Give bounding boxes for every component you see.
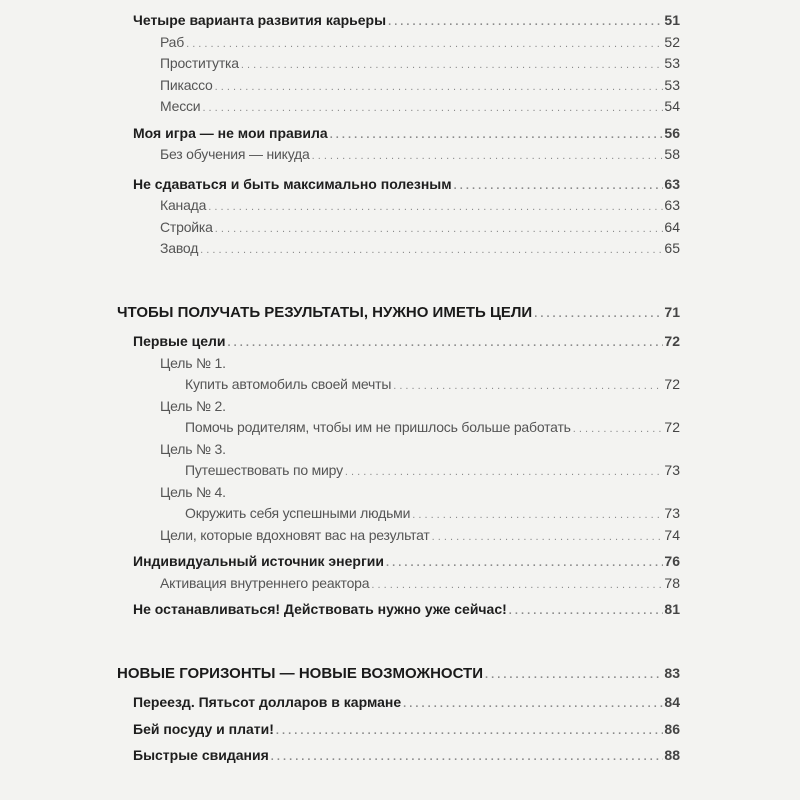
toc-entry-page: 72 [664,376,680,392]
dot-leader [202,98,663,120]
toc-entry-page: 73 [664,462,680,478]
toc-entry-title: Окружить себя успешными людьми [185,505,411,521]
toc-entry [0,551,680,573]
toc-entry [0,719,680,741]
dot-leader [509,601,664,623]
toc-entry-title: Помочь родителям, чтобы им не пришлось больше работать [185,419,571,435]
toc-entry-page: 74 [664,526,680,543]
toc-entry-page: 72 [664,333,680,349]
toc-entry-title: Не сдаваться и быть максимально полезным [133,175,452,192]
toc-entry-title: Цели, которые вдохновят вас на результат [160,526,430,543]
toc-entry [0,599,680,621]
dot-leader [403,694,663,716]
toc-entry-title: Цель № 4. [160,483,226,500]
toc-entry [0,396,680,418]
toc-entry-page: 78 [664,574,680,591]
dot-leader [345,462,664,484]
toc-entry-title: Месси [160,98,201,114]
toc-entry [0,32,680,54]
toc-entry-page: 73 [664,505,680,521]
toc-entry-page: 58 [664,146,680,162]
toc-entry-title: ЧТОБЫ ПОЛУЧАТЬ РЕЗУЛЬТАТЫ, НУЖНО ИМЕТЬ ЦЕЛИ [117,303,533,321]
toc-entry-page: 72 [664,419,680,435]
toc-entry-title: Бей посуду и плати! [133,720,274,737]
toc-entry [0,217,680,239]
dot-leader [241,55,664,77]
toc-entry-title: Завод [160,240,199,256]
toc-entry [0,460,680,482]
toc-entry [0,174,680,196]
toc-entry [0,75,680,97]
toc-entry-title: Цель № 2. [160,397,226,414]
toc-entry-title: Активация внутреннего реактора [160,574,370,591]
toc-entry-title: Стройка [160,218,213,235]
dot-leader [186,34,663,56]
dot-leader [330,125,664,147]
dot-leader [228,333,664,355]
toc-entry-title: Не останавливаться! Действовать нужно уже сейчас! [133,601,507,617]
toc-entry-page: 52 [664,33,680,50]
toc-chapter [0,663,680,685]
toc-entry-title: Пикассо [160,76,213,93]
toc-entry [0,525,680,547]
toc-entry [0,10,680,32]
dot-leader [386,553,663,575]
toc-entry-title: Цель № 3. [160,440,226,457]
toc-entry-page: 63 [664,175,680,192]
toc-entry [0,417,680,439]
table-of-contents [0,10,800,767]
dot-leader [388,12,663,34]
toc-entry [0,573,680,595]
toc-entry-title: Четыре варианта развития карьеры [133,12,387,28]
toc-entry [0,503,680,525]
toc-chapter [0,302,680,324]
toc-entry [0,195,680,217]
toc-entry-page: 51 [664,12,680,28]
dot-leader [215,219,664,241]
toc-entry-title: Купить автомобиль своей мечты [185,376,392,392]
toc-entry [0,238,680,260]
toc-entry [0,745,680,767]
toc-entry-page: 81 [664,601,680,617]
toc-entry-page: 63 [664,197,680,213]
toc-entry-page: 65 [664,240,680,256]
toc-entry-page: 76 [664,553,680,569]
toc-entry-title: Моя игра — не мои правила [133,124,328,141]
toc-entry-page: 84 [664,694,680,710]
dot-leader [371,575,663,597]
dot-leader [312,146,664,168]
toc-entry [0,439,680,461]
toc-entry-title: Без обучения — никуда [160,146,310,162]
toc-entry-title: Быстрые свидания [133,747,269,763]
dot-leader [485,665,663,687]
toc-entry [0,96,680,118]
toc-entry [0,123,680,145]
toc-entry-title: Переезд. Пятьсот долларов в кармане [133,694,402,710]
toc-entry [0,692,680,714]
toc-entry [0,53,680,75]
toc-entry-title: Раб [160,33,185,50]
toc-entry-title: Индивидуальный источник энергии [133,553,385,569]
toc-entry-page: 71 [664,303,680,320]
dot-leader [534,304,663,326]
toc-entry-page: 64 [664,218,680,235]
dot-leader [393,376,663,398]
toc-entry-title: Канада [160,197,207,213]
toc-entry-title: Путешествовать по миру [185,462,343,478]
toc-entry-page: 53 [664,55,680,71]
toc-entry-page: 88 [664,747,680,763]
dot-leader [215,77,664,99]
toc-entry [0,374,680,396]
toc-entry-title: НОВЫЕ ГОРИЗОНТЫ — НОВЫЕ ВОЗМОЖНОСТИ [117,664,483,682]
toc-entry-page: 53 [664,76,680,93]
dot-leader [573,419,664,441]
toc-entry-title: Цель № 1. [160,354,226,371]
dot-leader [200,240,663,262]
toc-entry [0,331,680,353]
toc-entry [0,482,680,504]
toc-entry-title: Первые цели [133,333,226,349]
toc-entry-title: Проститутка [160,55,239,71]
toc-entry [0,144,680,166]
dot-leader [432,527,664,549]
dot-leader [454,176,664,198]
toc-entry-page: 83 [664,664,680,681]
toc-entry [0,353,680,375]
toc-entry-page: 54 [664,98,680,114]
toc-entry-page: 56 [664,124,680,141]
dot-leader [412,505,663,527]
dot-leader [271,747,664,769]
toc-entry-page: 86 [664,720,680,737]
dot-leader [208,197,663,219]
dot-leader [276,721,664,743]
